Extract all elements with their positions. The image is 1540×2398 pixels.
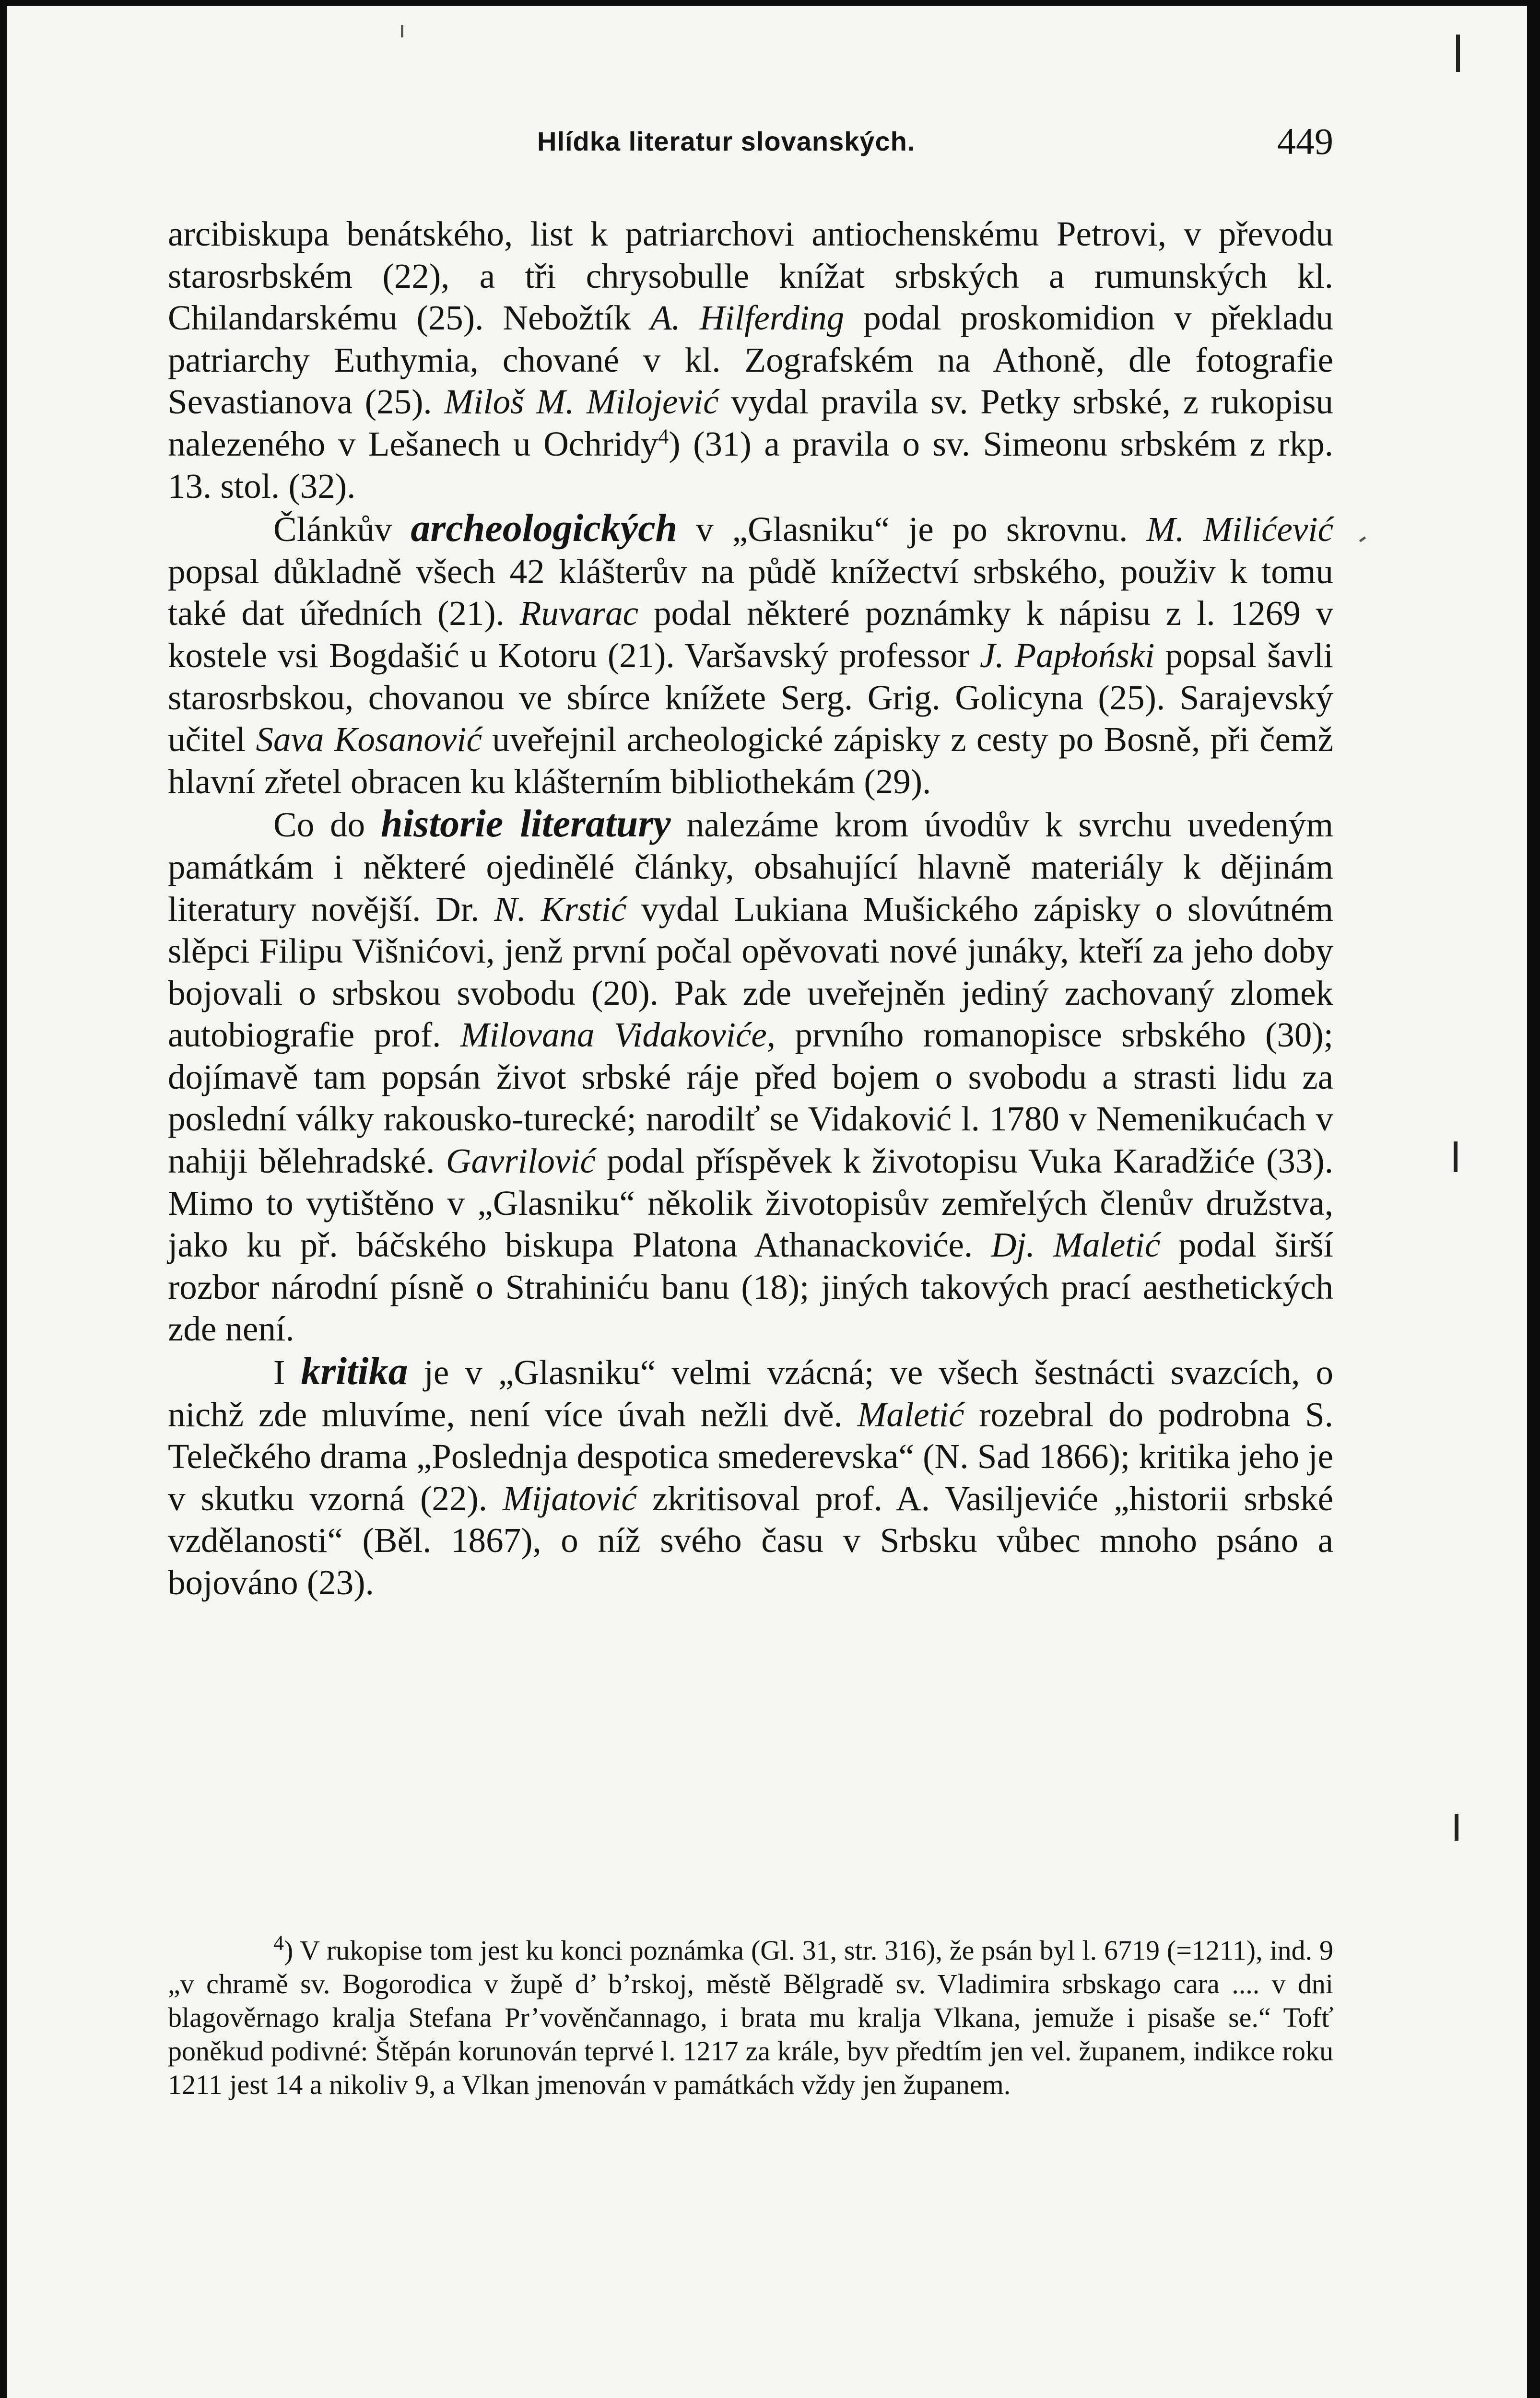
text-run: podal některé poznámky k nápisu z l. 1269 v kostele vsi Bogdašić u Kotoru (21). Varšavský professor	[168, 594, 1333, 675]
footnote-reference: 4	[658, 424, 669, 448]
text-run: popsal šavli starosrbskou, chovanou ve sbírce knížete Serg. Grig. Golicyna (25). Sarajevský učitel	[168, 635, 1333, 759]
person-name: Ruvarac	[519, 594, 639, 633]
text-run: podal příspěvek k životopisu Vuka Karadžiće (33). Mimo to vytištěno v „Glasniku“ několik životopisův zemřelých členův družstva, jako ku př. báčského biskupa Platona Athanackoviće.	[168, 1141, 1333, 1265]
text-run: je v „Glasniku“ velmi vzácná; ve všech šestnácti svazcích, o nichž zde mluvíme, není více úvah nežli dvě.	[168, 1353, 1333, 1434]
footnote-reference: 4	[273, 1931, 284, 1955]
scan-border-left	[0, 0, 7, 2398]
scan-speck	[1359, 536, 1366, 542]
text-run: v „Glasniku“ je po skrovnu.	[677, 510, 1147, 549]
paragraph	[168, 213, 1333, 507]
scan-speck	[401, 25, 403, 37]
page-header	[168, 115, 1333, 168]
scanned-page	[7, 6, 1527, 2398]
text-run: vydal pravila sv. Petky srbské, z rukopisu nalezeného v Lešanech u Ochridy	[168, 382, 1333, 463]
text-run: podal proskomidion v překladu patriarchy Euthymia, chované v kl. Zografském na Athoně, dle fotografie Sevastianova (25).	[168, 298, 1333, 422]
person-name: N. Krstić	[494, 889, 627, 929]
person-name: A. Hilferding	[650, 298, 845, 338]
section-keyword: archeologických	[411, 506, 678, 550]
text-run: Co do	[273, 805, 381, 845]
text-run: popsal důkladně všech 42 klášterův na půdě knížectví srbského, použiv k tomu také dat úředních (21).	[168, 552, 1333, 633]
text-run: ) V rukopise tom jest ku konci poznámka (Gl. 31, str. 316), že psán byl l. 6719 (=1211), ind. 9 „v chramě sv. Bogorodica v župě d’ b’rskoj, městě Bělgradě sv. Vladimira srbskago cara .... v dni blagověrnago kralja Stefana Pr’vověnčannago, i brata mu kralja Vlkana, jemuže i pisaše se.“ Tofť poněkud podivné: Štěpán korunován teprvé l. 1217 za krále, byv předtím jen vel. županem, indikce roku 1211 jest 14 a nikoliv 9, a Vlkan jmenován v památkách vždy jen županem.	[168, 1935, 1333, 2100]
text-run: arcibiskupa benátského, list k patriarchovi antiochenskému Petrovi, v převodu starosrbském (22), a tři chrysobulle knížat srbských a rumunských kl. Chilandarskému (25). Nebožtík	[168, 214, 1333, 338]
person-name: Gavrilović	[446, 1141, 596, 1181]
text-run: ) (31) a pravila o sv. Simeonu srbském z rkp. 13. stol. (32).	[168, 424, 1333, 505]
section-keyword: kritika	[301, 1349, 408, 1393]
paragraph	[168, 802, 1333, 1350]
margin-mark	[1456, 35, 1460, 72]
paragraph	[168, 507, 1333, 802]
text-run: nalezáme krom úvodův k svrchu uvedeným památkám i některé ojedinělé články, obsahující hlavně materiály k dějinám literatury novější. Dr.	[168, 805, 1333, 929]
page-number: 449	[1277, 120, 1333, 162]
body-text	[168, 213, 1333, 1604]
person-name: M. Milićević	[1146, 510, 1334, 549]
text-run: podal širší rozbor národní písně o Strahiniću banu (18); jiných takových prací aesthetických zde není.	[168, 1225, 1333, 1349]
person-name: Dj. Maletić	[991, 1225, 1161, 1265]
text-run: uveřejnil archeologické zápisky z cesty po Bosně, při čemž hlavní zřetel obracen ku klášterním bibliothekám (29).	[168, 720, 1333, 801]
person-name: Sava Kosanović	[256, 720, 482, 759]
text-run: I	[273, 1353, 301, 1392]
paragraph	[168, 1350, 1333, 1604]
running-title: Hlídka literatur slovanských.	[537, 126, 916, 156]
text-run: , prvního romanopisce srbského (30); dojímavě tam popsán život srbské ráje před bojem o svobodu a strasti lidu za poslední války rakousko-turecké; narodilť se Vidaković l. 1780 v Nemenikućach v nahiji bělehradské.	[168, 1015, 1333, 1181]
scan-border-right	[1527, 0, 1540, 2398]
margin-mark	[1454, 1141, 1458, 1172]
person-name: J. Papłoński	[979, 635, 1155, 675]
person-name: Miloš M. Milojević	[444, 382, 719, 422]
footnotes	[168, 1931, 1333, 2102]
scan-border-top	[0, 0, 1540, 6]
person-name: Milovana Vidakoviće	[460, 1015, 767, 1055]
footnote	[168, 1931, 1333, 2102]
text-run: rozebral do podrobna S. Telečkého drama „Poslednja despotica smederevska“ (N. Sad 1866); kritika jeho je v skutku vzorná (22).	[168, 1395, 1333, 1518]
text-run: vydal Lukiana Mušického zápisky o slovútném slěpci Filipu Višnićovi, jenž první počal opěvovati nové junáky, kteří za jeho doby bojovali o srbskou svobodu (20). Pak zde uveřejněn jediný zachovaný zlomek autobiografie prof.	[168, 889, 1334, 1055]
text-run: zkritisoval prof. A. Vasiljeviće „historii srbské vzdělanosti“ (Běl. 1867), o níž svého času v Srbsku vůbec mnoho psáno a bojováno (23).	[168, 1479, 1333, 1602]
person-name: Maletić	[857, 1395, 964, 1434]
text-run: Článkův	[273, 510, 411, 549]
margin-mark	[1455, 1814, 1458, 1841]
section-keyword: historie literatury	[381, 801, 671, 846]
person-name: Mijatović	[503, 1479, 637, 1518]
